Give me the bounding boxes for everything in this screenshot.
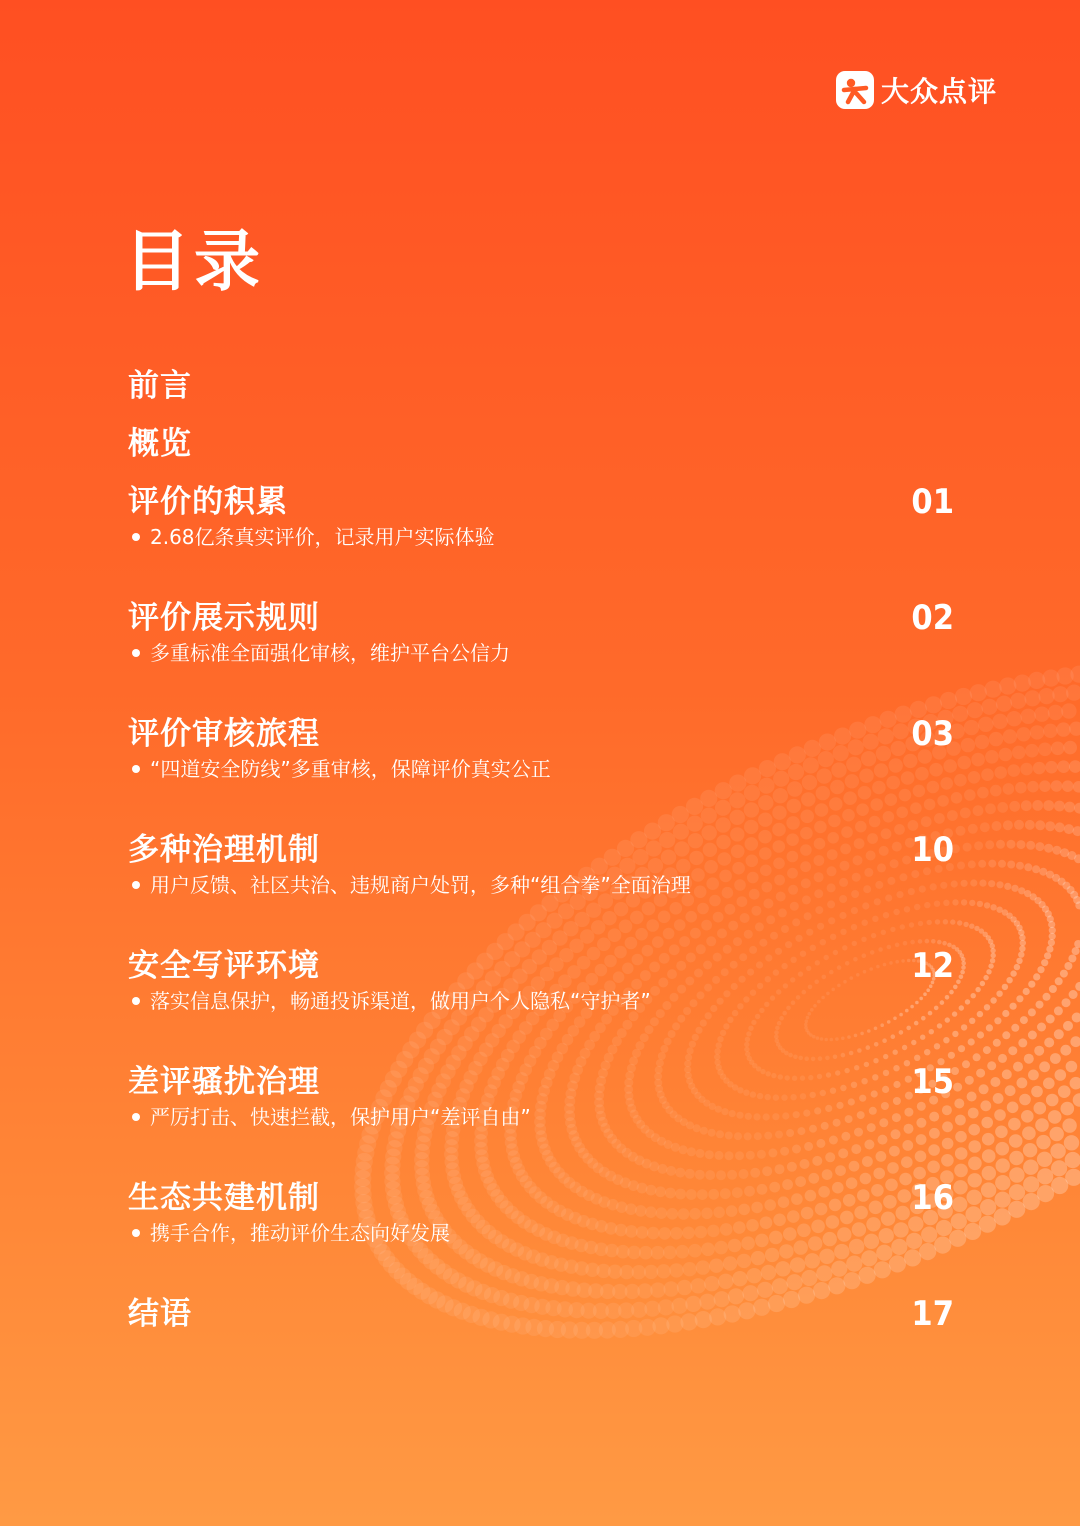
toc-entry-title: 前言 (128, 368, 192, 404)
toc-entry-subtitle: 多重标准全面强化审核，维护平台公信力 (132, 640, 510, 666)
bullet-icon (132, 1229, 140, 1237)
toc-entry-title: 评价的积累 (128, 484, 288, 520)
toc-entry-title: 多种治理机制 (128, 832, 320, 868)
toc-entry-conclusion (128, 1294, 954, 1334)
toc-entry-page: 03 (911, 714, 954, 754)
toc-entry-subtitle: 用户反馈、社区共治、违规商户处罚，多种“组合拳”全面治理 (132, 872, 691, 898)
toc-entry-title: 生态共建机制 (128, 1180, 320, 1216)
brand-name: 大众点评 (881, 75, 998, 108)
toc-entry-page: 01 (911, 482, 954, 522)
toc-entry-page: 17 (911, 1294, 954, 1334)
toc-entry-subtitle: 严厉打击、快速拦截，保护用户“差评自由” (132, 1104, 531, 1130)
toc-entry-title: 评价展示规则 (128, 600, 320, 636)
brand-logo (836, 70, 997, 110)
toc-entry-page: 10 (911, 830, 954, 870)
dianping-logo-icon (836, 71, 874, 109)
toc-entry-page: 15 (911, 1062, 954, 1102)
toc-entry-title: 结语 (128, 1296, 192, 1332)
toc-entry-subtitle: 2.68亿条真实评价，记录用户实际体验 (132, 524, 495, 550)
toc-entry-title: 评价审核旅程 (128, 716, 320, 752)
toc-entry (128, 946, 954, 1013)
toc-entry (128, 598, 954, 665)
bullet-icon (132, 881, 140, 889)
bullet-icon (132, 765, 140, 773)
bullet-icon (132, 649, 140, 657)
toc-entry (128, 1178, 954, 1245)
toc-entry (128, 1062, 954, 1129)
toc-entry-preface (128, 366, 954, 406)
toc-entry (128, 714, 954, 781)
toc-entry-page: 16 (911, 1178, 954, 1218)
toc-entry-title: 概览 (128, 426, 192, 462)
toc-entry-subtitle: “四道安全防线”多重审核，保障评价真实公正 (132, 756, 551, 782)
toc-entry-subtitle: 落实信息保护，畅通投诉渠道，做用户个人隐私“守护者” (132, 988, 651, 1014)
toc-entry-overview (128, 424, 954, 464)
toc-entry (128, 482, 954, 549)
bullet-icon (132, 997, 140, 1005)
toc-entry-page: 02 (911, 598, 954, 638)
toc-entry-subtitle: 携手合作，推动评价生态向好发展 (132, 1220, 450, 1246)
toc-entry-title: 安全写评环境 (128, 948, 320, 984)
page-title: 目录 (124, 223, 264, 300)
bullet-icon (132, 533, 140, 541)
toc-entry-title: 差评骚扰治理 (128, 1064, 320, 1100)
toc-entry-page: 12 (911, 946, 954, 986)
toc-entry (128, 830, 954, 897)
bullet-icon (132, 1113, 140, 1121)
